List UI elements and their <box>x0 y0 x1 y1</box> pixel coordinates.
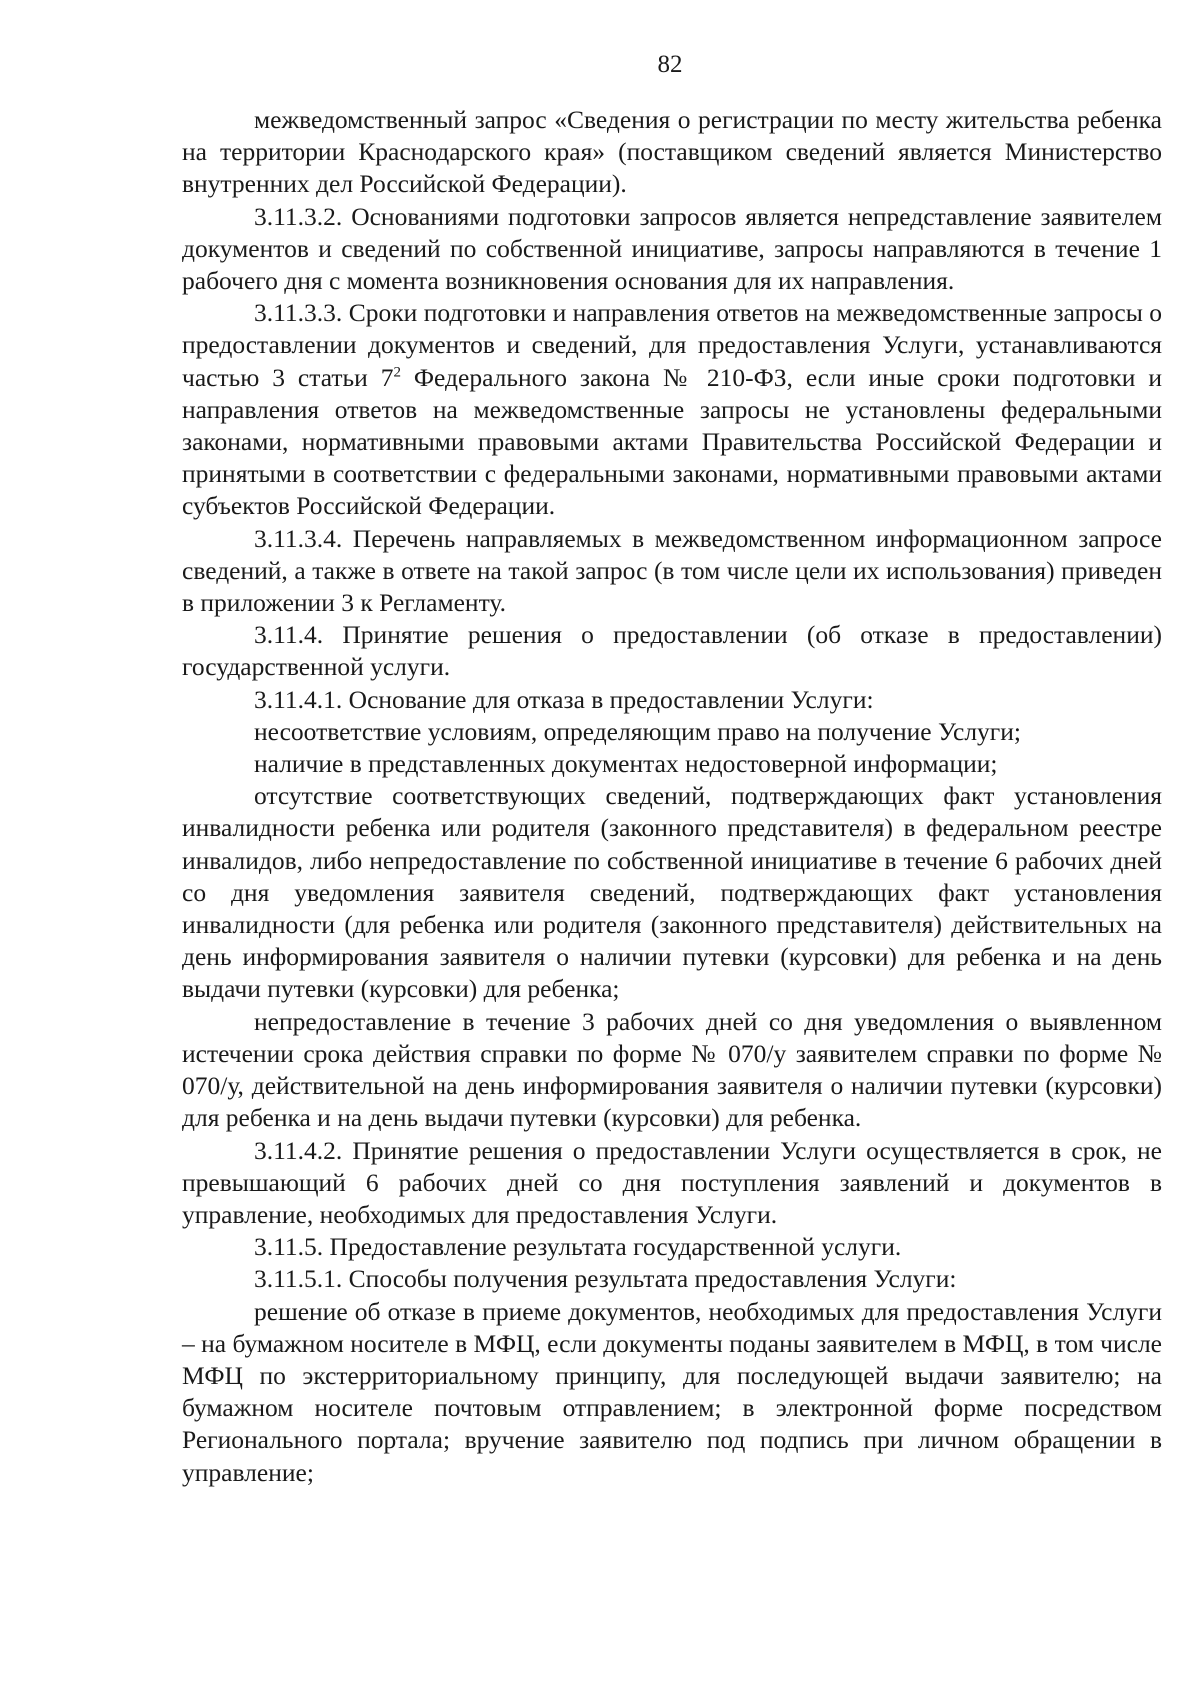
refusal-ground-disability-info: отсутствие соответствующих сведений, подтверждающих факт установления инвалидности ребенка или родителя (законного представителя) в федеральном реестре инвалидов, либо непредоставление по собственной инициативе в течение 6 рабочих дней со дня уведомления заявителя сведений, подтверждающих факт установления инвалидности (для ребенка или родителя (законного представителя) действительных на день информирования заявителя о наличии путевки (курсовки) для ребенка и на день выдачи путевки (курсовки) для ребенка; <box>182 781 1162 1004</box>
document-body <box>182 104 1162 1489</box>
page-number: 82 <box>657 51 683 78</box>
paragraph-3-11-3-4: 3.11.3.4. Перечень направляемых в межведомственном информационном запросе сведений, а также в ответе на такой запрос (в том числе цели их использования) приведен в приложении 3 к Регламенту. <box>182 523 1162 618</box>
paragraph-3-11-3-3 <box>182 297 1162 522</box>
paragraph-3-11-3-3-text-start: 3.11.3.3. Сроки подготовки и направления ответов на межведомственные запросы о предоставлении документов и сведений, для предоставления Услуги, устанавливаются частью 3 статьи 7 <box>182 298 1162 392</box>
refusal-ground-false-info: наличие в представленных документах недостоверной информации; <box>254 749 998 779</box>
paragraph-3-11-4: 3.11.4. Принятие решения о предоставлении (об отказе в предоставлении) государственной услуги. <box>182 620 1162 682</box>
result-delivery-methods: решение об отказе в приеме документов, необходимых для предоставления Услуги – на бумажном носителе в МФЦ, если документы поданы заявителем в МФЦ, в том числе МФЦ по экстерриториальному принципу, для последующей выдачи заявителю; на бумажном носителе почтовым отправлением; в электронной форме посредством Регионального портала; вручение заявителю под подпись при личном обращении в управление; <box>182 1296 1162 1487</box>
paragraph-3-11-4-2: 3.11.4.2. Принятие решения о предоставлении Услуги осуществляется в срок, не превышающий 6 рабочих дней со дня поступления заявлений и документов в управление, необходимых для предоставления Услуги. <box>182 1135 1162 1229</box>
paragraph-3-11-3-2: 3.11.3.2. Основаниями подготовки запросов является непредставление заявителем документов и сведений по собственной инициативе, запросы направляются в течение 1 рабочего дня с момента возникновения основания для их направления. <box>182 201 1162 296</box>
paragraph-3-11-4-1: 3.11.4.1. Основание для отказа в предоставлении Услуги: <box>254 684 874 714</box>
paragraph-3-11-5: 3.11.5. Предоставление результата государственной услуги. <box>254 1232 902 1262</box>
refusal-ground-certificate-070: непредоставление в течение 3 рабочих дней со дня уведомления о выявленном истечении срока действия справки по форме № 070/у заявителем справки по форме № 070/у, действительной на день информирования заявителя о наличии путевки (курсовки) для ребенка и на день выдачи путевки (курсовки) для ребенка. <box>182 1006 1162 1133</box>
paragraph-3-11-5-1: 3.11.5.1. Способы получения результата предоставления Услуги: <box>254 1264 957 1294</box>
paragraph-3-11-3-3-text-end: Федерального закона № 210-ФЗ, если иные сроки подготовки и направления ответов на межведомственные запросы не установлены федеральными законами, нормативными правовыми актами Правительства Российской Федерации и принятыми в соответствии с федеральными законами, нормативными правовыми актами субъектов Российской Федерации. <box>182 362 1163 521</box>
paragraph-interagency-request: межведомственный запрос «Сведения о регистрации по месту жительства ребенка на территории Краснодарского края» (поставщиком сведений является Министерство внутренних дел Российской Федерации). <box>182 105 1162 199</box>
refusal-ground-nonconformity: несоответствие условиям, определяющим право на получение Услуги; <box>254 716 1021 746</box>
superscript-2: 2 <box>393 364 401 381</box>
